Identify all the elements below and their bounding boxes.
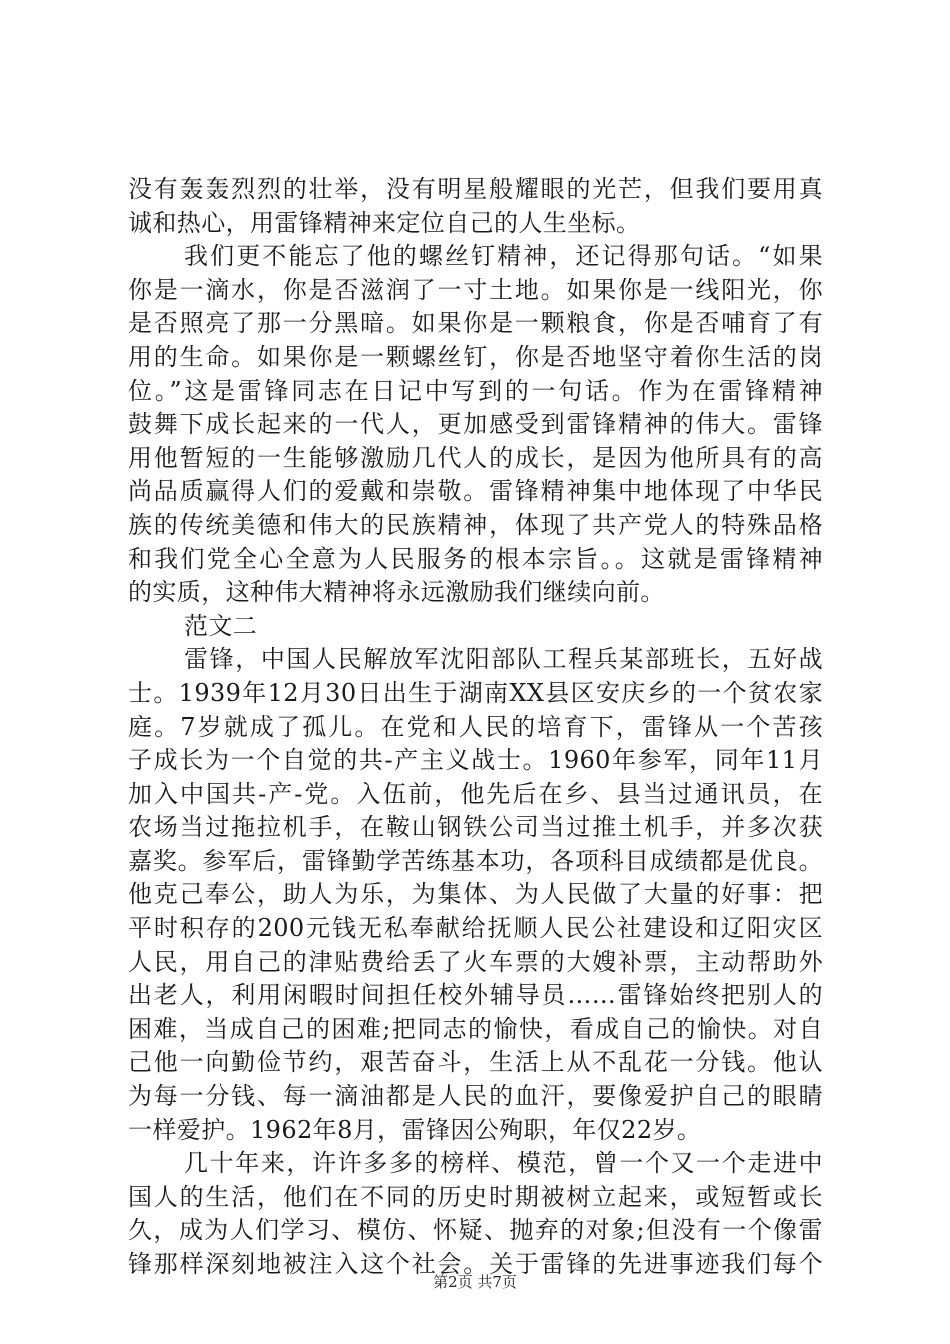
text-line: 国人的生活，他们在不同的历史时期被树立起来，或短暂或长 — [128, 1182, 823, 1211]
text-line: 为每一分钱、每一滴油都是人民的血汗，要像爱护自己的眼睛 — [128, 1082, 823, 1111]
text-line: 农场当过拖拉机手，在鞍山钢铁公司当过推土机手，并多次获 — [128, 813, 823, 842]
text-line: 子成长为一个自觉的共-产主义战士。1960年参军，同年11月 — [128, 746, 823, 775]
text-line: 我们更不能忘了他的螺丝钉精神，还记得那句话。“如果 — [184, 242, 823, 271]
text-line: 嘉奖。参军后，雷锋勤学苦练基本功，各项科目成绩都是优良。 — [128, 846, 823, 875]
text-line: 己他一向勤俭节约，艰苦奋斗，生活上从不乱花一分钱。他认 — [128, 1048, 823, 1077]
text-line: 久，成为人们学习、模仿、怀疑、抛弃的对象;但没有一个像雷 — [128, 1216, 823, 1245]
text-line: 范文二 — [184, 611, 258, 640]
text-line: 位。”这是雷锋同志在日记中写到的一句话。作为在雷锋精神 — [128, 376, 823, 405]
text-line: 困难，当成自己的困难;把同志的愉快，看成自己的愉快。对自 — [128, 1014, 823, 1043]
text-line: 没有轰轰烈烈的壮举，没有明星般耀眼的光芒，但我们要用真 — [128, 175, 823, 203]
text-line: 庭。7岁就成了孤儿。在党和人民的培育下，雷锋从一个苦孩 — [128, 712, 823, 741]
text-line: 雷锋，中国人民解放军沈阳部队工程兵某部班长，五好战 — [184, 645, 823, 674]
text-line: 锋那样深刻地被注入这个社会。关于雷锋的先进事迹我们每个 — [128, 1250, 823, 1278]
text-line: 尚品质赢得人们的爱戴和崇敬。雷锋精神集中地体现了中华民 — [128, 477, 823, 506]
text-line: 诚和热心，用雷锋精神来定位自己的人生坐标。 — [128, 208, 641, 237]
text-line: 平时积存的200元钱无私奉献给抚顺人民公社建设和辽阳灾区 — [128, 914, 823, 943]
text-line: 用他暂短的一生能够激励几代人的成长，是因为他所具有的高 — [128, 443, 823, 472]
text-line: 族的传统美德和伟大的民族精神，体现了共产党人的特殊品格 — [128, 510, 823, 539]
text-line: 出老人，利用闲暇时间担任校外辅导员……雷锋始终把别人的 — [128, 981, 823, 1010]
text-line: 是否照亮了那一分黑暗。如果你是一颗粮食，你是否哺育了有 — [128, 309, 823, 338]
text-line: 的实质，这种伟大精神将永远激励我们继续向前。 — [128, 578, 665, 607]
text-line: 士。1939年12月30日出生于湖南XX县区安庆乡的一个贫农家 — [128, 678, 823, 707]
body-text — [128, 173, 823, 1282]
text-line: 鼓舞下成长起来的一代人，更加感受到雷锋精神的伟大。雷锋 — [128, 410, 823, 439]
text-line: 你是一滴水，你是否滋润了一寸土地。如果你是一线阳光，你 — [128, 275, 823, 304]
text-line: 和我们党全心全意为人民服务的根本宗旨。。这就是雷锋精神 — [128, 544, 823, 573]
text-line: 几十年来，许许多多的榜样、模范，曾一个又一个走进中 — [184, 1149, 823, 1178]
text-line: 用的生命。如果你是一颗螺丝钉，你是否地坚守着你生活的岗 — [128, 342, 823, 371]
text-line: 一样爱护。1962年8月，雷锋因公殉职，年仅22岁。 — [128, 1115, 702, 1144]
text-line: 加入中国共-产-党。入伍前，他先后在乡、县当过通讯员，在 — [128, 779, 823, 808]
text-line: 人民，用自己的津贴费给丢了火车票的大嫂补票，主动帮助外 — [128, 947, 823, 976]
page-footer: 第2页 共7页 — [433, 1273, 517, 1291]
text-line: 他克己奉公，助人为乐，为集体、为人民做了大量的好事：把 — [128, 880, 823, 909]
